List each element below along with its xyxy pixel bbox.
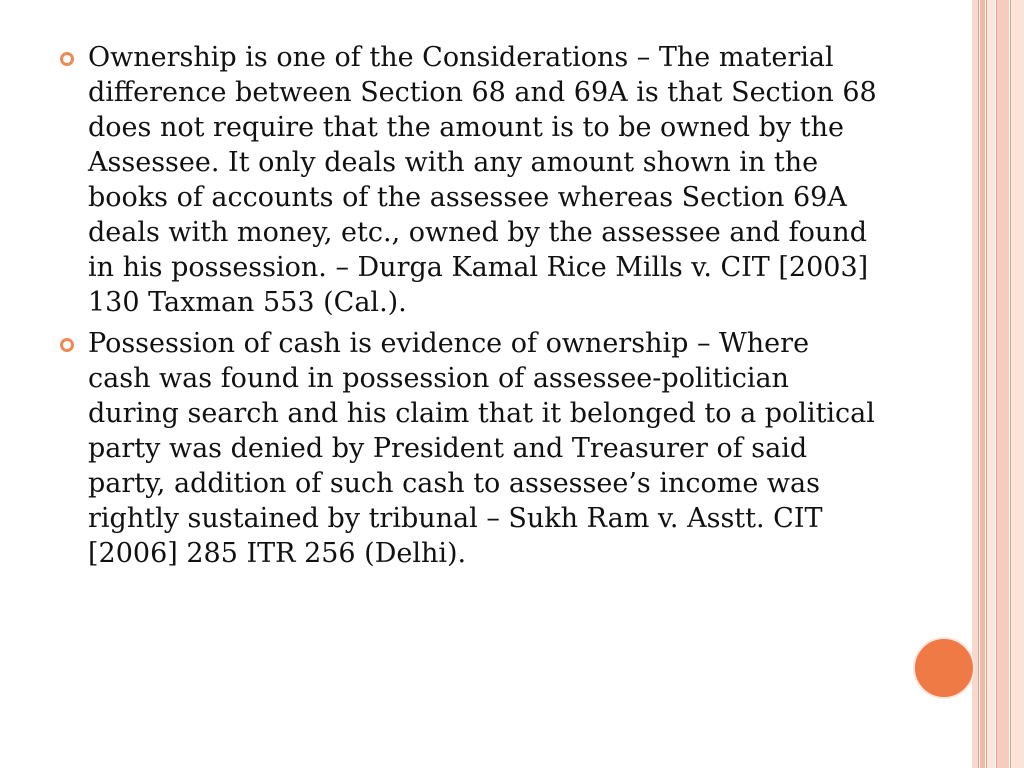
slide-body bbox=[60, 40, 880, 577]
bullet-text: Ownership is one of the Considerations – The material difference between Section 68 and 69A is that Section 68 does not require that the amount is to be owned by the Assessee. It only deals with any amount shown in the books of accounts of the assessee whereas Section 69A deals with money, etc., owned by the assessee and found in his possession. – Durga Kamal Rice Mills v. CIT [2003] 130 Taxman 553 (Cal.). bbox=[88, 42, 877, 318]
accent-circle-icon bbox=[913, 637, 975, 699]
decorative-stripe bbox=[987, 0, 995, 768]
decorative-line bbox=[978, 0, 979, 768]
bullet-circle-icon bbox=[60, 52, 74, 66]
decorative-stripe bbox=[997, 0, 1009, 768]
bullet-circle-icon bbox=[60, 338, 74, 352]
bullet-list bbox=[60, 40, 880, 571]
bullet-text: Possession of cash is evidence of ownership – Where cash was found in possession of assessee-politician during search and his claim that it belonged to a political party was denied by President and Treasurer of said party, addition of such cash to assessee’s income was rightly sustained by tribunal – Sukh Ram v. Asstt. CIT [2006] 285 ITR 256 (Delhi). bbox=[88, 328, 875, 569]
bullet-item-possession bbox=[60, 326, 880, 571]
decorative-stripe bbox=[980, 0, 985, 768]
decorative-stripe bbox=[1011, 0, 1024, 768]
bullet-item-ownership bbox=[60, 40, 880, 320]
